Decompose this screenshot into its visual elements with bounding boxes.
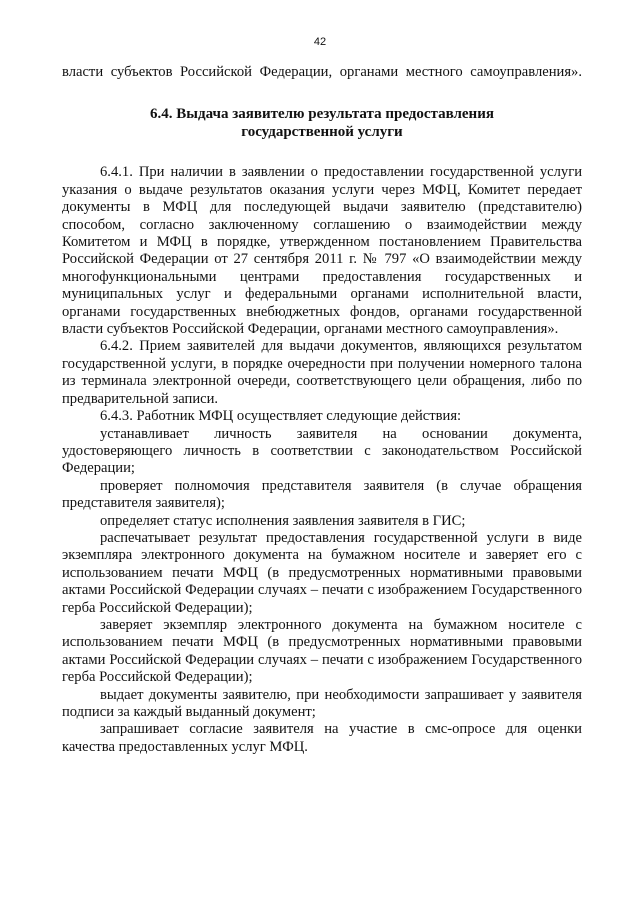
action-issue-documents: выдает документы заявителю, при необходимости запрашивает у заявителя подписи за каждый выданный документ;: [62, 686, 582, 720]
action-check-authority: проверяет полномочия представителя заявителя (в случае обращения представителя заявителя);: [62, 477, 582, 512]
action-determine-status: определяет статус исполнения заявления заявителя в ГИС;: [100, 512, 466, 529]
action-request-survey-consent: запрашивает согласие заявителя на участие в смс-опросе для оценки качества предоставленных услуг МФЦ.: [62, 721, 582, 755]
intro-fragment: власти субъектов Российской Федерации, органами местного самоуправления».: [62, 64, 582, 80]
section-title-line-1: 6.4. Выдача заявителю результата предоставления: [150, 106, 494, 123]
document-body: [62, 64, 582, 756]
paragraph-6-4-3: 6.4.3. Работник МФЦ осуществляет следующие действия:: [100, 408, 462, 425]
action-certify-copy: заверяет экземпляр электронного документа на бумажном носителе с использованием печати МФЦ (в предусмотренных нормативными правовыми актами Российской Федерации случаях – печати с изображением Государственного герба Российской Федерации);: [62, 616, 582, 686]
action-print-result: распечатывает результат предоставления государственной услуги в виде экземпляра электронного документа на бумажном носителе и заверяет его с использованием печати МФЦ (в предусмотренных нормативными правовыми актами Российской Федерации случаях – печати с изображением Государственного герба Российской Федерации);: [62, 529, 582, 616]
paragraph-6-4-1: 6.4.1. При наличии в заявлении о предоставлении государственной услуги указания о выдаче результатов оказания услуги через МФЦ, Комитет передает документы в МФЦ для последующей выдачи заявителю (представителю) способом, согласно заключенному соглашению о взаимодействии между Комитетом и МФЦ в порядке, утвержденном постановлением Правительства Российской Федерации от 27 сентября 2011 г. № 797 «О взаимодействии между многофункциональными центрами предоставления государственных и муниципальных услуг и федеральными органами исполнительной власти, органами государственных внебюджетных фондов, органами государственной власти субъектов Российской Федерации, органами местного самоуправления».: [62, 164, 582, 338]
paragraph-6-4-2: 6.4.2. Прием заявителей для выдачи документов, являющихся результатом государственной услуги, в порядке очередности при получении номерного талона из терминала электронной очереди, соответствующего цели обращения, либо по предварительной записи.: [62, 338, 582, 407]
page-number: 42: [313, 36, 327, 48]
action-verify-identity: устанавливает личность заявителя на основании документа, удостоверяющего личность в соответствии с законодательством Российской Федерации;: [62, 425, 582, 477]
section-heading: [62, 105, 582, 141]
section-title-line-2: государственной услуги: [241, 124, 403, 141]
